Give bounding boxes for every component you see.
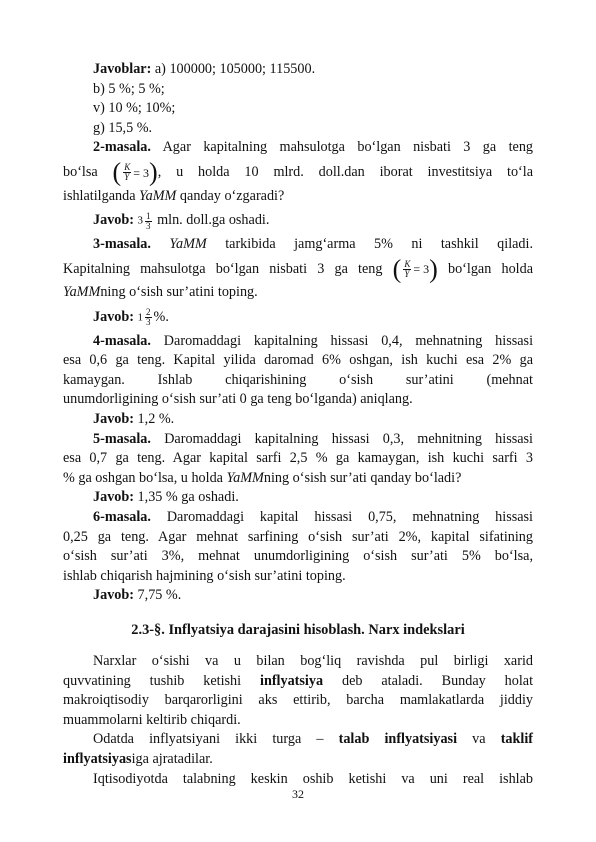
task3-line2 bbox=[63, 255, 533, 284]
task6-answer-label: Javob: bbox=[93, 587, 134, 604]
task4-line4: unumdorligining o‘sish sur’ati 0 ga teng bo‘lganda) aniqlang. bbox=[63, 391, 413, 408]
task2-mixed-int: 3 bbox=[137, 215, 144, 228]
task4-answer-text: 1,2 %. bbox=[137, 411, 175, 428]
frac-denominator: Y bbox=[124, 172, 130, 183]
task5-answer-text: 1,35 % ga oshadi. bbox=[137, 489, 239, 506]
p2-text-mid: va bbox=[472, 731, 486, 748]
p1-text2b: deb ataladi. Bunday holat bbox=[341, 672, 534, 689]
task5-line2: esa 0,7 ga teng. Agar kapital sarfi 2,5 % ga kamaygan, ish kuchi sarfi 3 bbox=[63, 450, 533, 467]
mix-den: 3 bbox=[146, 220, 151, 231]
task6-answer-text: 7,75 %. bbox=[137, 587, 182, 604]
paren-close: ) bbox=[149, 157, 158, 187]
task6-line4: ishlab chiqarish hajmining o‘sish sur’atini toping. bbox=[63, 567, 346, 584]
answer-a: a) 100000; 105000; 115500. bbox=[154, 61, 316, 77]
task6-line1 bbox=[63, 508, 533, 528]
task5-text1: Daromaddagi kapitalning hissasi 0,3, mehnitning hissasi bbox=[164, 430, 533, 447]
paren-open: ( bbox=[112, 157, 122, 187]
task3-mixed-frac bbox=[145, 308, 152, 327]
task3-yamm2: YaMM bbox=[63, 284, 101, 301]
task2-line3 bbox=[63, 187, 533, 207]
task3-fraction bbox=[403, 260, 411, 279]
task3-line3 bbox=[63, 283, 533, 303]
task3-answer bbox=[63, 303, 533, 332]
section-p2-line2 bbox=[63, 750, 533, 770]
task4-line3: kamaygan. Ishlab chiqarishining o‘sish sur’atini (mehnat bbox=[63, 371, 533, 388]
task2-yamm: YaMM bbox=[139, 187, 177, 204]
task2-eq: = 3 bbox=[133, 165, 150, 180]
task5-line3 bbox=[63, 469, 533, 489]
task5-yamm: YaMM bbox=[226, 469, 264, 486]
task4-text1: Daromaddagi kapitalning hissasi 0,4, mehnatning hissasi bbox=[163, 332, 534, 349]
task5-label: 5-masala. bbox=[93, 430, 151, 447]
paren-close: ) bbox=[429, 254, 438, 284]
task3-text2b: bo‘lgan holda bbox=[447, 260, 533, 277]
task4-label: 4-masala. bbox=[93, 332, 151, 349]
task3-answer-label: Javob: bbox=[93, 308, 134, 325]
page-number: 32 bbox=[292, 787, 304, 801]
task3-yamm: YaMM bbox=[169, 236, 207, 253]
task2-line1 bbox=[63, 138, 533, 158]
p2-text-end: iga ajratadilar. bbox=[131, 750, 213, 767]
task3-text3: ning o‘sish sur’atini toping. bbox=[100, 284, 258, 301]
task2-text1: Agar kapitalning mahsulotga bo‘lgan nisbati 3 ga teng bbox=[162, 139, 534, 156]
answer-v: v) 10 %; 10%; bbox=[93, 100, 176, 117]
task2-answer-label: Javob: bbox=[93, 212, 134, 229]
task3-answer-text: %. bbox=[153, 308, 169, 325]
task5-line1 bbox=[63, 430, 533, 450]
task5-answer bbox=[63, 488, 533, 508]
term-inflyatsiya: inflyatsiya bbox=[260, 672, 324, 689]
paren-open: ( bbox=[392, 254, 402, 284]
task2-fraction bbox=[123, 163, 131, 182]
task6-line3: o‘sish sur’ati 3%, mehnat unumdorligining o‘sish sur’ati 5% bo‘lsa, bbox=[63, 548, 533, 565]
task2-text3b: qanday o‘zgaradi? bbox=[179, 187, 285, 204]
task5-text3a: % ga oshgan bo‘lsa, u holda bbox=[63, 469, 223, 486]
answers-header-line bbox=[63, 60, 533, 80]
task6-answer bbox=[63, 586, 533, 606]
task3-text2a: Kapitalning mahsulotga bo‘lgan nisbati 3 ga teng bbox=[63, 260, 383, 277]
task4-answer bbox=[63, 410, 533, 430]
task4-line2: esa 0,6 ga teng. Kapital yilida daromad 6% oshgan, ish kuchi esa 2% ga bbox=[63, 352, 533, 369]
section-heading: 2.3-§. Inflyatsiya darajasini hisoblash. Narx indekslari bbox=[131, 622, 465, 638]
term-taklif: taklif bbox=[500, 731, 534, 748]
task2-mixed-frac bbox=[145, 212, 152, 231]
frac-numerator: K bbox=[124, 162, 131, 173]
task3-text1: tarkibida jamg‘arma 5% ni tashkil qiladi. bbox=[225, 236, 534, 253]
answers-label: Javoblar: bbox=[93, 61, 152, 77]
task3-line1 bbox=[63, 235, 533, 255]
page-content bbox=[63, 60, 533, 789]
task2-text3a: ishlatilganda bbox=[63, 187, 136, 204]
mix-num: 1 bbox=[146, 210, 151, 221]
frac-denominator: Y bbox=[404, 268, 410, 279]
task6-text1: Daromaddagi kapital hissasi 0,75, mehnatning hissasi bbox=[166, 509, 534, 526]
p1-text2a: quvvatining tushib ketishi bbox=[63, 672, 242, 689]
task5-text3b: ning o‘sish sur’ati qanday bo‘ladi? bbox=[263, 469, 462, 486]
task2-text2a: bo‘lsa bbox=[63, 163, 98, 180]
task2-line2 bbox=[63, 158, 533, 187]
task4-line1 bbox=[63, 332, 533, 352]
section-p1-line1: Narxlar o‘sishi va u bilan bog‘liq ravishda pul birligi xarid bbox=[93, 653, 533, 669]
task6-label: 6-masala. bbox=[93, 509, 151, 526]
section-p1-line4: muammolarni keltirib chiqardi. bbox=[63, 711, 241, 728]
task3-mixed-int: 1 bbox=[137, 311, 144, 324]
frac-numerator: K bbox=[404, 258, 411, 269]
section-p1-line3: makroiqtisodiy barqarorligini aks ettirib, barcha mamlakatlarda jiddiy bbox=[63, 692, 533, 709]
answer-b: b) 5 %; 5 %; bbox=[93, 80, 165, 97]
task2-label: 2-masala. bbox=[93, 139, 151, 156]
task3-eq: = 3 bbox=[413, 262, 430, 277]
task4-answer-label: Javob: bbox=[93, 411, 134, 428]
mix-num: 2 bbox=[146, 307, 151, 318]
section-p1-line2 bbox=[63, 672, 533, 692]
task2-answer-text: mln. doll.ga oshadi. bbox=[157, 212, 270, 229]
term-talab: talab inflyatsiyasi bbox=[338, 731, 458, 748]
task6-line2: 0,25 ga teng. Agar mehnat sarfining o‘sish sur’ati 2%, kapital sifatining bbox=[63, 528, 533, 545]
task2-answer bbox=[63, 206, 533, 235]
p2-text-a: Odatda inflyatsiyani ikki turga – bbox=[93, 731, 324, 748]
task3-label: 3-masala. bbox=[93, 236, 151, 253]
task5-answer-label: Javob: bbox=[93, 489, 134, 506]
task2-text2b: , u holda 10 mlrd. doll.dan iborat investitsiya to‘la bbox=[157, 163, 534, 180]
term-inflyatsiyas: inflyatsiyas bbox=[63, 750, 132, 767]
answer-g: g) 15,5 %. bbox=[93, 119, 153, 136]
section-p3-line1: Iqtisodiyotda talabning keskin oshib ketishi va uni real ishlab bbox=[93, 770, 533, 787]
mix-den: 3 bbox=[146, 317, 151, 328]
section-p2-line1 bbox=[63, 730, 533, 750]
